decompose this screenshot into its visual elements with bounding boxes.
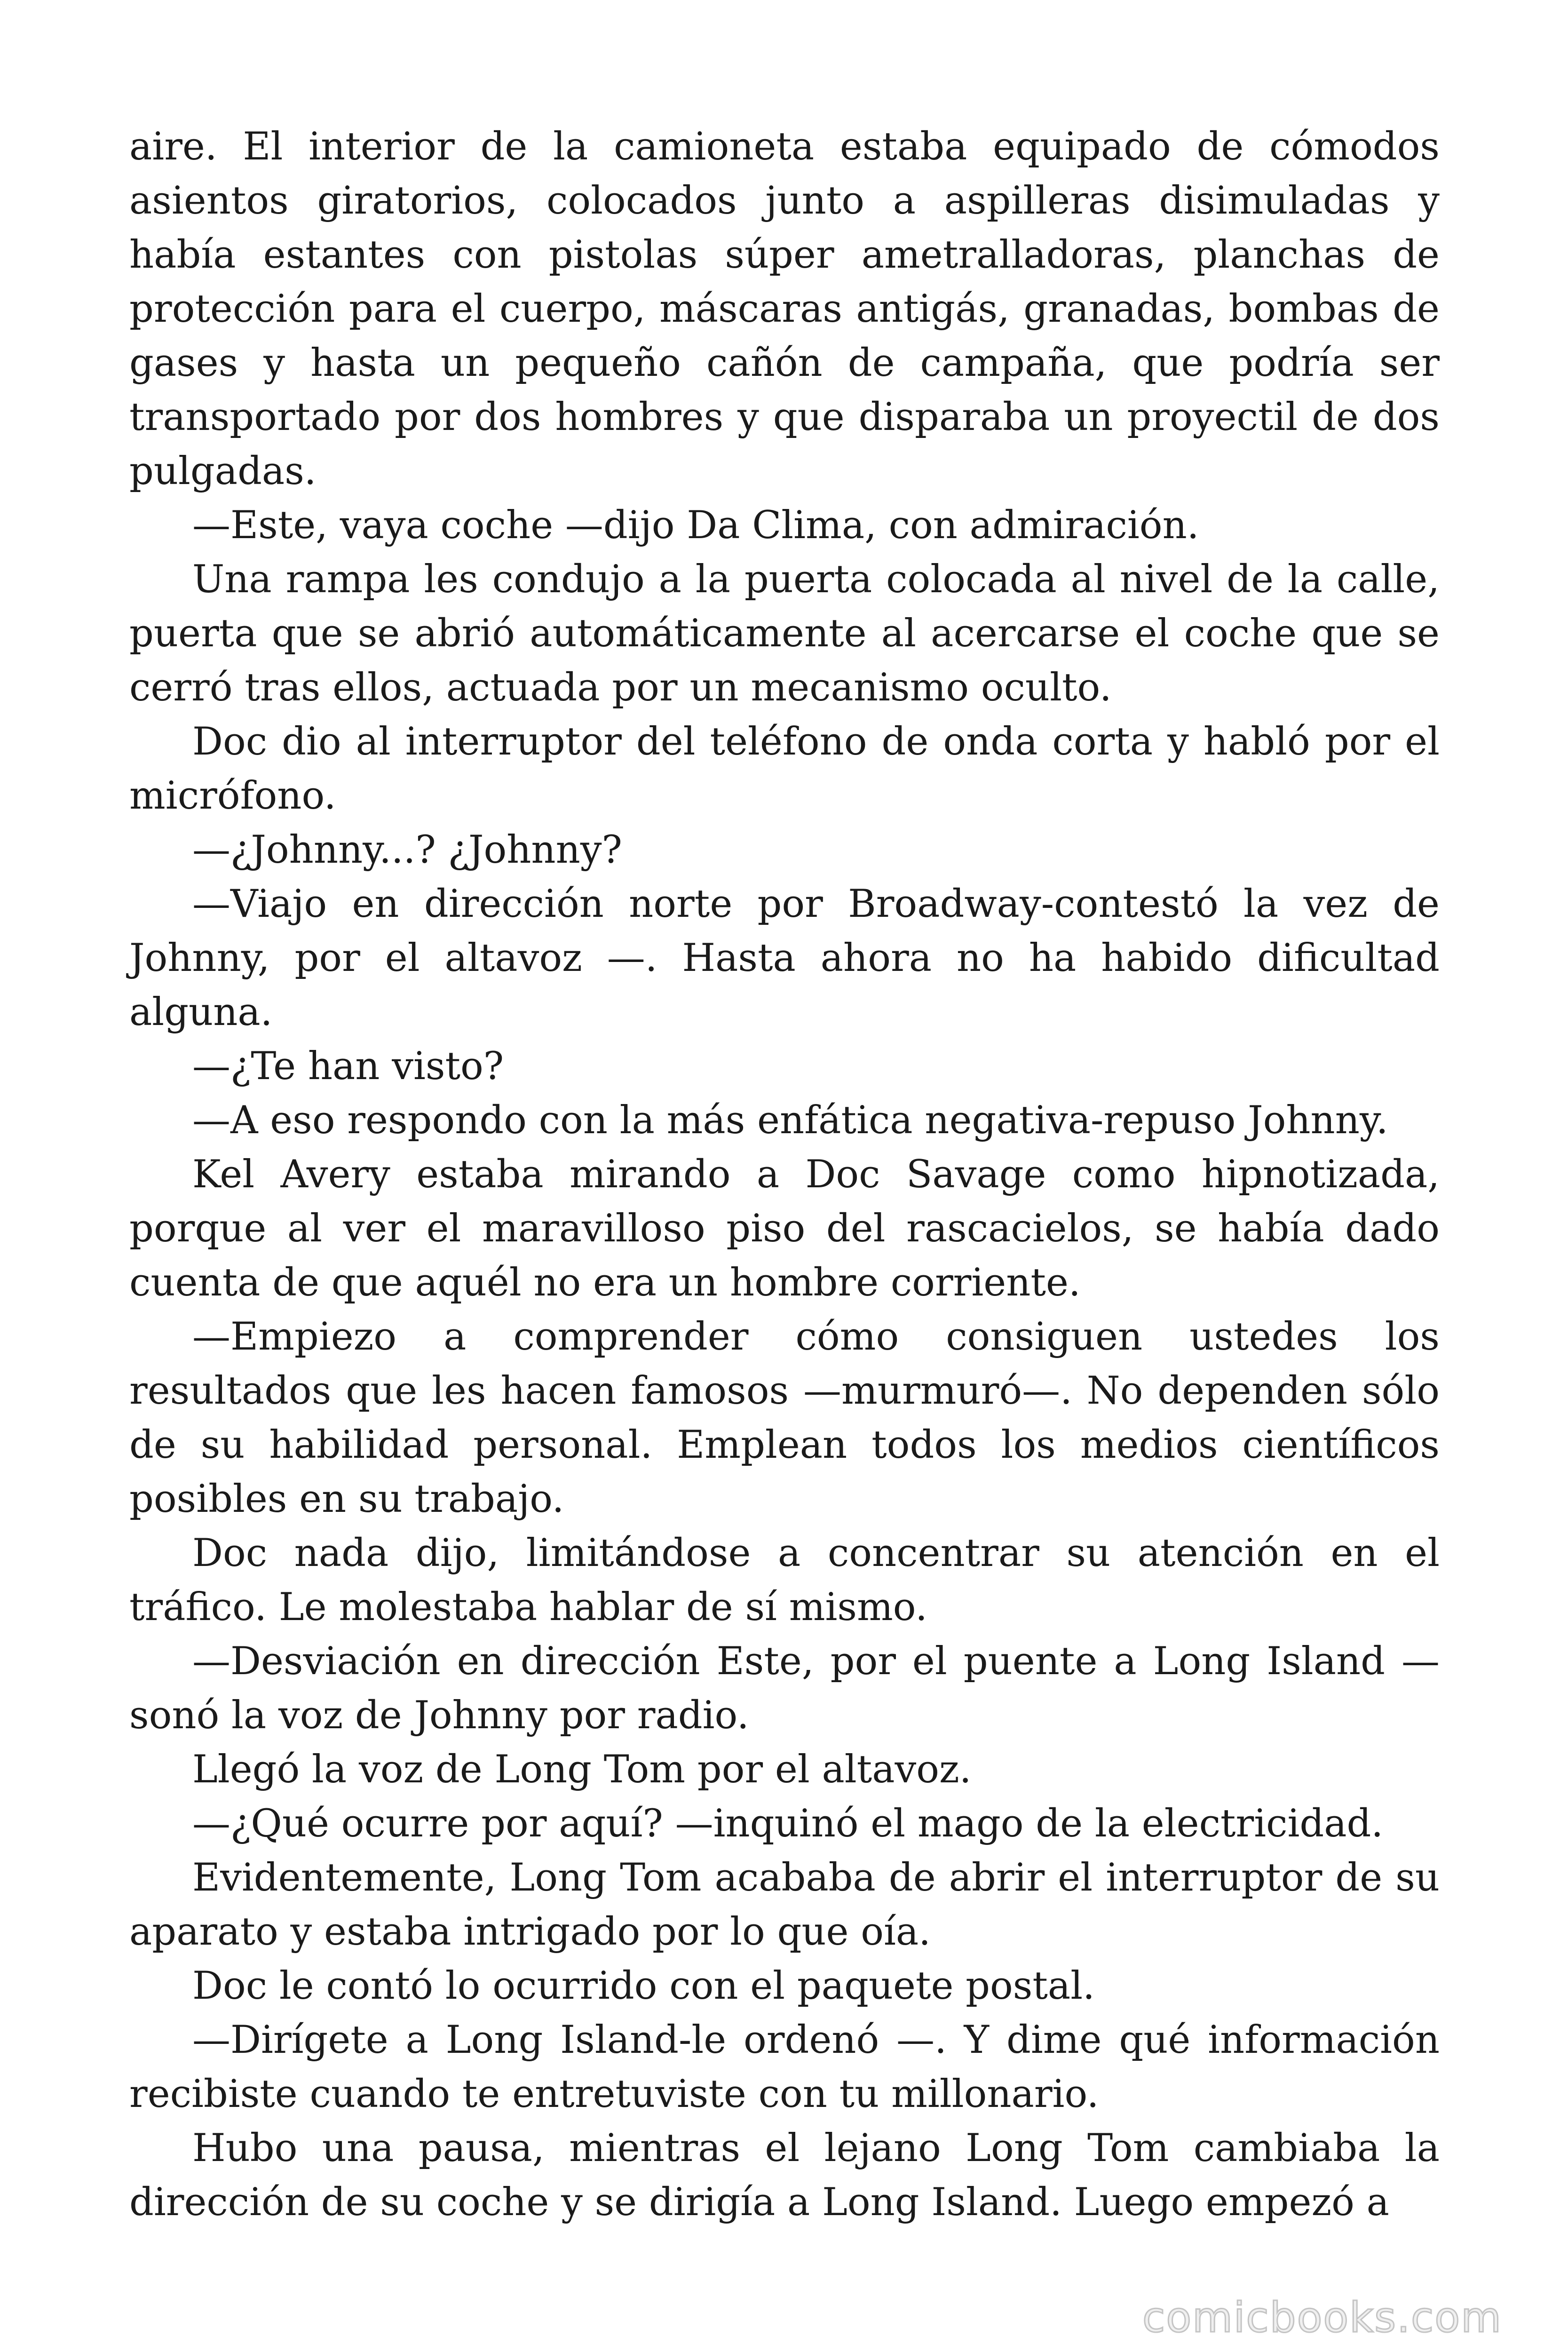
paragraph-dialogue: —A eso respondo con la más enfática negativa-repuso Johnny. bbox=[192, 1098, 1388, 1143]
paragraph-dialogue: —¿Te han visto? bbox=[192, 1044, 504, 1089]
paragraph: Doc le contó lo ocurrido con el paquete postal. bbox=[192, 1964, 1095, 2008]
paragraph-dialogue: —¿Qué ocurre por aquí? —inquinó el mago de la electricidad. bbox=[192, 1802, 1384, 1846]
paragraph: Doc dio al interruptor del teléfono de onda corta y habló por el micrófono. bbox=[129, 720, 1440, 818]
paragraph-continued: aire. El interior de la camioneta estaba equipado de cómodos asientos giratorios, colocados junto a aspilleras disimuladas y había estantes con pistolas súper ametralladoras, planchas de protección para el cuerpo, máscaras antigás, granadas, bombas de gases y hasta un pequeño cañón de campaña, que podría ser transportado por dos hombres y que disparaba un proyectil de dos pulgadas. bbox=[129, 125, 1440, 493]
body-text bbox=[129, 120, 1440, 2230]
paragraph: Doc nada dijo, limitándose a concentrar su atención en el tráfico. Le molestaba hablar de sí mismo. bbox=[129, 1531, 1440, 1629]
paragraph: Llegó la voz de Long Tom por el altavoz. bbox=[192, 1748, 972, 1792]
paragraph-dialogue: —Dirígete a Long Island-le ordenó —. Y dime qué información recibiste cuando te entretuviste con tu millonario. bbox=[129, 2018, 1440, 2116]
watermark: comicbooks.com bbox=[1142, 2293, 1502, 2342]
paragraph: Una rampa les condujo a la puerta colocada al nivel de la calle, puerta que se abrió automáticamente al acercarse el coche que se cerró tras ellos, actuada por un mecanismo oculto. bbox=[129, 557, 1440, 710]
paragraph-dialogue: —¿Johnny...? ¿Johnny? bbox=[192, 828, 622, 872]
paragraph: Kel Avery estaba mirando a Doc Savage como hipnotizada, porque al ver el maravilloso piso del rascacielos, se había dado cuenta de que aquél no era un hombre corriente. bbox=[129, 1152, 1440, 1305]
paragraph: Hubo una pausa, mientras el lejano Long Tom cambiaba la dirección de su coche y se dirigía a Long Island. Luego empezó a bbox=[129, 2126, 1440, 2225]
paragraph-dialogue: —Empiezo a comprender cómo consiguen ustedes los resultados que les hacen famosos —murmuró—. No dependen sólo de su habilidad personal. Emplean todos los medios científicos posibles en su trabajo. bbox=[129, 1315, 1440, 1521]
paragraph-dialogue: —Este, vaya coche —dijo Da Clima, con admiración. bbox=[192, 503, 1199, 548]
paragraph: Evidentemente, Long Tom acababa de abrir el interruptor de su aparato y estaba intrigado por lo que oía. bbox=[129, 1856, 1440, 1954]
paragraph-dialogue: —Desviación en dirección Este, por el puente a Long Island — sonó la voz de Johnny por radio. bbox=[129, 1639, 1440, 1738]
paragraph-dialogue: —Viajo en dirección norte por Broadway-contestó la vez de Johnny, por el altavoz —. Hasta ahora no ha habido dificultad alguna. bbox=[129, 882, 1440, 1034]
